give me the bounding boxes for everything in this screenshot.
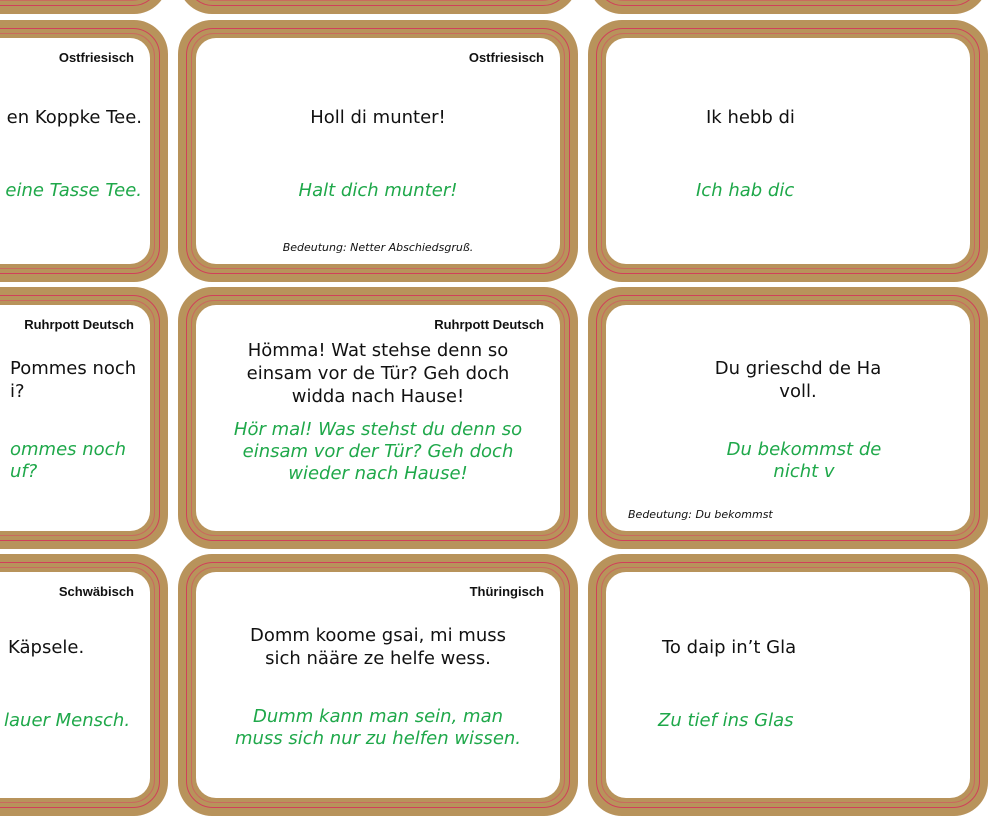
dialect-card (0, 0, 168, 14)
card-face (196, 305, 560, 531)
card-dialect-phrase: To daip in’t Gla (662, 637, 797, 658)
card-translation: Zu tief ins Glas (658, 710, 794, 731)
card-translation: Du bekommst de nicht v (726, 439, 882, 482)
dialect-card-right (588, 554, 988, 816)
dialect-card-ruhrpott (178, 287, 578, 549)
card-translation: Hör mal! Was stehst du denn so einsam vor der Tür? Geh doch wieder nach Hause! (233, 419, 523, 484)
card-region-label: Ostfriesisch (58, 50, 134, 65)
card-guide-line (601, 0, 975, 1)
card-meaning: Bedeutung: Netter Abschiedsgruß. (282, 241, 474, 254)
dialect-card-schwaebisch-left (0, 554, 168, 816)
card-translation: ommes noch uf? (10, 439, 126, 482)
card-guide-line (0, 0, 160, 6)
card-guide-line (191, 0, 565, 1)
card-guide-line (0, 0, 155, 1)
card-translation: Ich hab dic (696, 180, 795, 201)
card-face (196, 572, 560, 798)
card-face (606, 38, 970, 264)
card-dialect-phrase: Pommes noch i? (10, 358, 137, 402)
dialect-card-right (588, 287, 988, 549)
card-translation: eine Tasse Tee. (5, 180, 142, 201)
card-region-label: Thüringisch (469, 584, 544, 599)
card-dialect-phrase: Holl di munter! (310, 107, 446, 128)
card-region-label: Ruhrpott Deutsch (434, 317, 544, 332)
card-dialect-phrase: Du grieschd de Ha voll. (714, 358, 882, 402)
card-translation: Halt dich munter! (298, 180, 458, 201)
card-face (0, 38, 150, 264)
card-dialect-phrase: Käpsele. (8, 637, 85, 658)
card-translation: Dumm kann man sein, man muss sich nur zu helfen wissen. (234, 706, 522, 749)
dialect-card-ostfriesisch (178, 20, 578, 282)
card-dialect-phrase: Hömma! Wat stehse denn so einsam vor de Tür? Geh doch widda nach Hause! (246, 340, 510, 407)
card-dialect-phrase: en Koppke Tee. (6, 107, 142, 128)
card-guide-line (596, 0, 980, 6)
card-face (0, 305, 150, 531)
card-region-label: Ruhrpott Deutsch (24, 317, 134, 332)
card-face (606, 572, 970, 798)
card-face (0, 572, 150, 798)
card-region-label: Ostfriesisch (468, 50, 544, 65)
dialect-card-ruhrpott-left (0, 287, 168, 549)
card-translation: lauer Mensch. (4, 710, 131, 731)
card-region-label: Schwäbisch (58, 584, 134, 599)
card-dialect-phrase: Ik hebb di (706, 107, 795, 128)
card-face (606, 305, 970, 531)
card-dialect-phrase: Domm koome gsai, mi muss sich nääre ze helfe wess. (249, 625, 507, 669)
dialect-card-right (588, 20, 988, 282)
dialect-card-ostfriesisch-left (0, 20, 168, 282)
dialect-card (178, 0, 578, 14)
card-face (196, 38, 560, 264)
dialect-card (588, 0, 988, 14)
card-guide-line (186, 0, 570, 6)
card-meaning: Bedeutung: Du bekommst (628, 508, 773, 521)
dialect-card-thueringisch (178, 554, 578, 816)
